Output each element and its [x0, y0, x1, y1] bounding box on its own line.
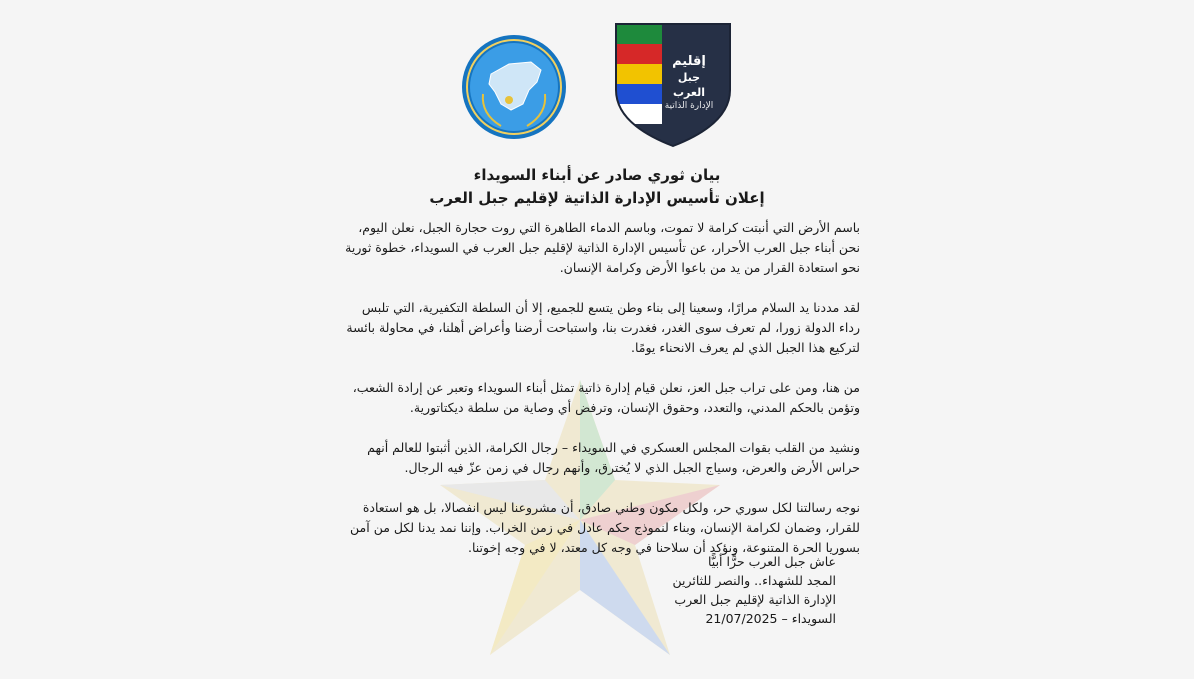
title-line-1: بيان ثوري صادر عن أبناء السويداء — [473, 166, 721, 184]
closing-signature — [340, 552, 836, 628]
text-line: رداء الدولة زورا، لم تعرف سوى الغدر، فغدرت بنا، واستباحت أرضنا وأعراض أهلنا، في محاولة بائسة — [346, 320, 860, 335]
statement-body — [340, 218, 860, 578]
paragraph-4 — [340, 438, 860, 478]
text-line: حراس الأرض والعرض، وسياج الجبل الذي لا يُخترق، وأنهم رجال في زمن عزّ فيه الرجال. — [404, 460, 860, 475]
closing-line-2: المجد للشهداء.. والنصر للثائرين — [672, 573, 836, 588]
text-line: لقد مددنا يد السلام مرارًا، وسعينا إلى بناء وطن يتسع للجميع، إلا أن السلطة التكفيرية، التي تلبس — [361, 300, 860, 315]
place-label: السويداء – — [781, 611, 836, 626]
text-line: للقرار، وضمان لكرامة الإنسان، وبناء لنموذج حكم عادل في زمن الخراب. وإننا نمد يدنا لكل من آمن — [350, 520, 860, 535]
text-line: ونشيد من القلب بقوات المجلس العسكري في السويداء – رجال الكرامة، الذين أثبتوا للعالم أنهم — [367, 440, 860, 455]
paragraph-3 — [340, 378, 860, 418]
closing-line-3: الإدارة الذاتية لإقليم جبل العرب — [674, 592, 836, 607]
closing-line-1: عاش جبل العرب حرًّا أبيًّا — [708, 554, 836, 569]
text-line: باسم الأرض التي أنبتت كرامة لا تموت، وباسم الدماء الطاهرة التي روت حجارة الجبل، نعلن اليوم، — [358, 220, 860, 235]
place-date-line — [340, 609, 836, 628]
document-titles — [300, 164, 894, 210]
text-line: من هنا، ومن على تراب جبل العز، نعلن قيام إدارة ذاتية تمثل أبناء السويداء وتعبر عن إرادة الشعب، — [352, 380, 860, 395]
paragraph-1 — [340, 218, 860, 278]
date-value: 21/07/2025 — [705, 611, 778, 626]
syria-map-emblem-icon — [461, 34, 567, 140]
jabal-al-arab-shield-logo — [612, 20, 734, 148]
text-line: بسوريا الحرة المتنوعة، ونؤكد أن سلاحنا في وجه كل معتد، لا في وجه إخوتنا. — [468, 540, 860, 555]
text-line: نحن أبناء جبل العرب الأحرار، عن تأسيس الإدارة الذاتية لإقليم جبل العرب في السويداء، خطوة ثورية — [345, 240, 860, 255]
paragraph-5 — [340, 498, 860, 558]
shield-label — [660, 54, 718, 113]
logos-row — [0, 20, 1194, 150]
shield-line-2: جبل العرب — [672, 71, 705, 99]
text-line: نوجه رسالتنا لكل سوري حر، ولكل مكون وطني صادق، أن مشروعنا ليس انفصالا، بل هو استعادة — [362, 500, 860, 515]
text-line: لتركيع هذا الجبل الذي لم يعرف الانحناء يومًا. — [630, 340, 860, 355]
paragraph-2 — [340, 298, 860, 358]
title-line-2: إعلان تأسيس الإدارة الذاتية لإقليم جبل العرب — [429, 189, 765, 207]
shield-line-3: الإدارة الذاتية — [664, 101, 714, 111]
text-line: وتؤمن بالحكم المدني، والتعدد، وحقوق الإنسان، وترفض أي وصاية من سلطة ديكتاتورية. — [409, 400, 860, 415]
text-line: نحو استعادة القرار من يد من باعوا الأرض وكرامة الإنسان. — [559, 260, 860, 275]
shield-line-1: إقليم — [672, 54, 706, 69]
